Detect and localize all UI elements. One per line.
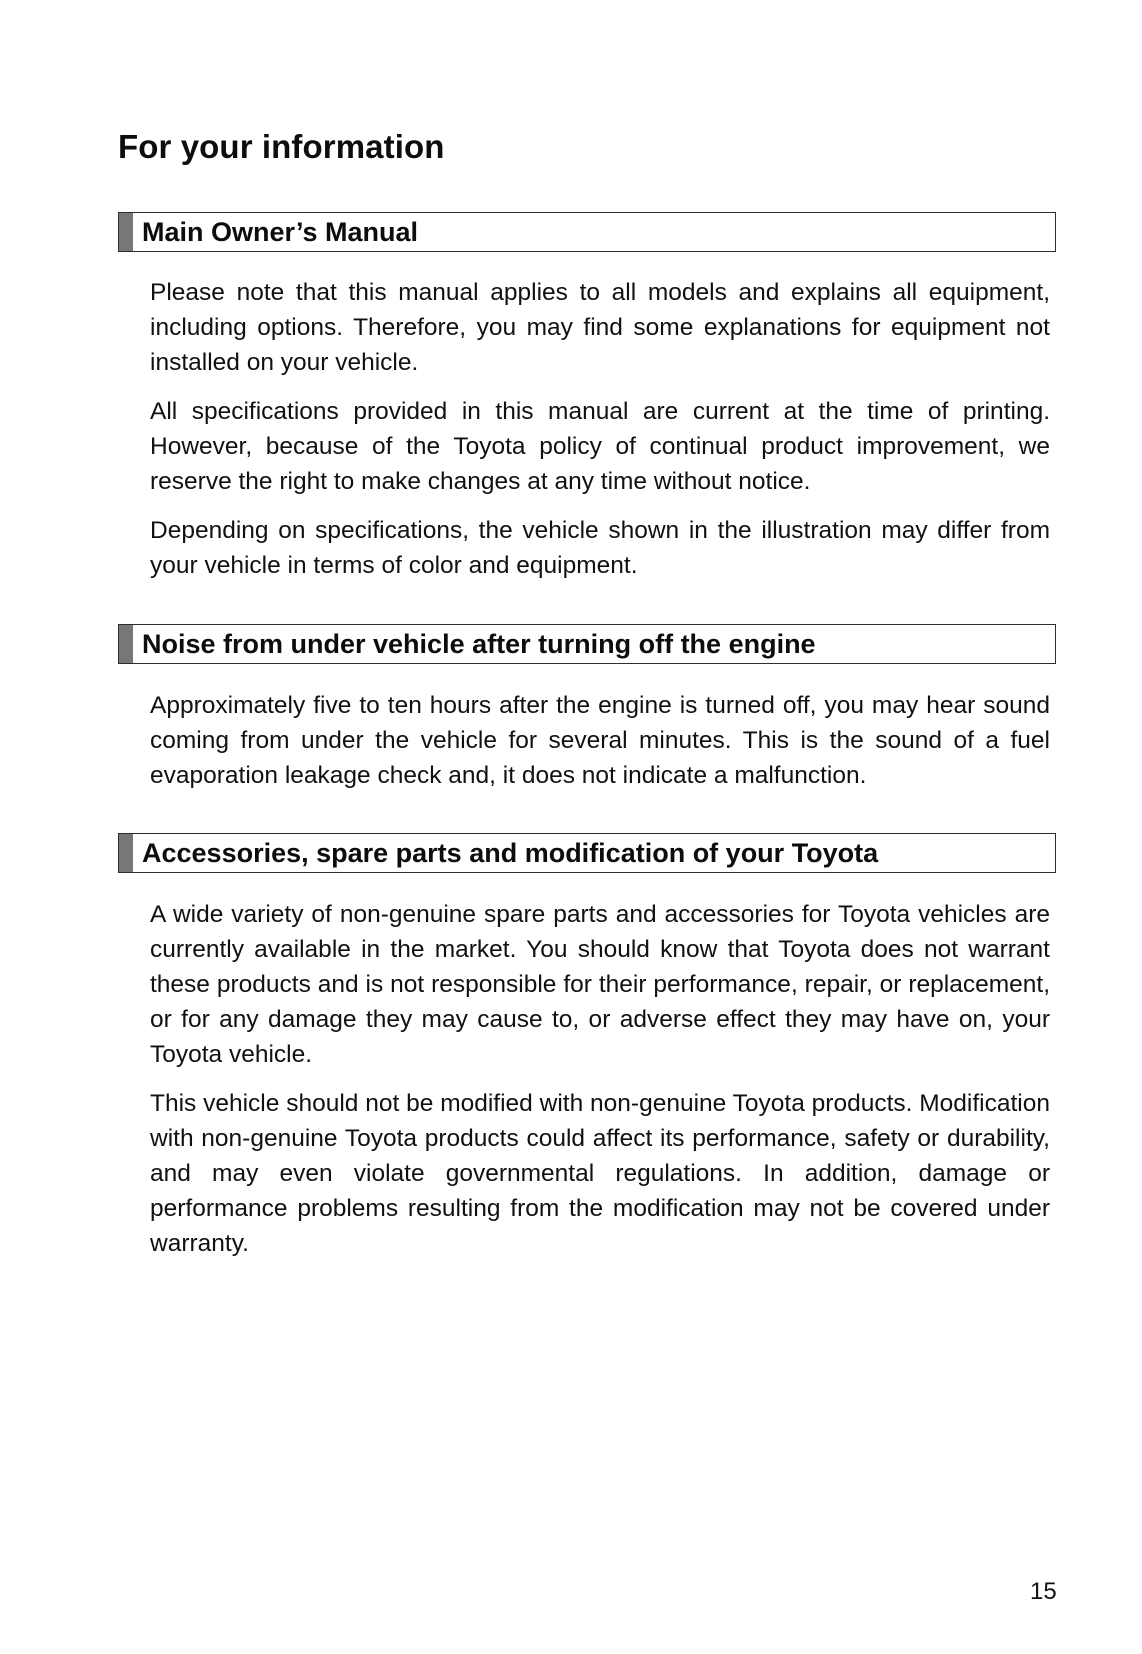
paragraph: Approximately five to ten hours after the engine is turned off, you may hear sound coming from under the vehicle for several minutes. This is the sound of a fuel evaporation leakage check and, it does not indicate a malfunction. <box>150 692 1050 789</box>
section-header-noise-under-vehicle <box>118 624 1056 664</box>
section-body-noise-under-vehicle <box>150 688 1050 807</box>
paragraph: A wide variety of non-genuine spare parts and accessories for Toyota vehicles are currently available in the market. You should know that Toyota does not warrant these products and is not responsible for their performance, repair, or replacement, or for any damage they may cause to, or adverse effect they may have on, your Toyota vehicle. <box>150 901 1050 1068</box>
paragraph: Depending on specifications, the vehicle shown in the illustration may differ from your vehicle in terms of color and equipment. <box>150 517 1050 579</box>
page-number: 15 <box>1030 1578 1057 1605</box>
section-heading: Noise from under vehicle after turning off the engine <box>142 628 816 659</box>
paragraph: All specifications provided in this manual are current at the time of printing. However, because of the Toyota policy of continual product improvement, we reserve the right to make changes at any time without notice. <box>150 398 1050 495</box>
section-heading: Accessories, spare parts and modification of your Toyota <box>142 837 879 868</box>
section-header-accessories-modification <box>118 833 1056 873</box>
paragraph: Please note that this manual applies to all models and explains all equipment, including options. Therefore, you may find some explanations for equipment not installed on your vehicle. <box>150 279 1050 376</box>
section-header-main-owners-manual <box>118 212 1056 252</box>
section-body-main-owners-manual <box>150 275 1050 597</box>
paragraph: This vehicle should not be modified with non-genuine Toyota products. Modification with non-genuine Toyota products could affect its performance, safety or durability, and may even violate governmental regulations. In addition, damage or performance problems resulting from the modification may not be covered under warranty. <box>150 1090 1050 1257</box>
section-body-accessories-modification <box>150 897 1050 1275</box>
page-title: For your information <box>118 128 445 165</box>
section-marker-bar <box>119 625 133 663</box>
section-marker-bar <box>119 834 133 872</box>
section-marker-bar <box>119 213 133 251</box>
section-heading: Main Owner’s Manual <box>142 216 419 247</box>
